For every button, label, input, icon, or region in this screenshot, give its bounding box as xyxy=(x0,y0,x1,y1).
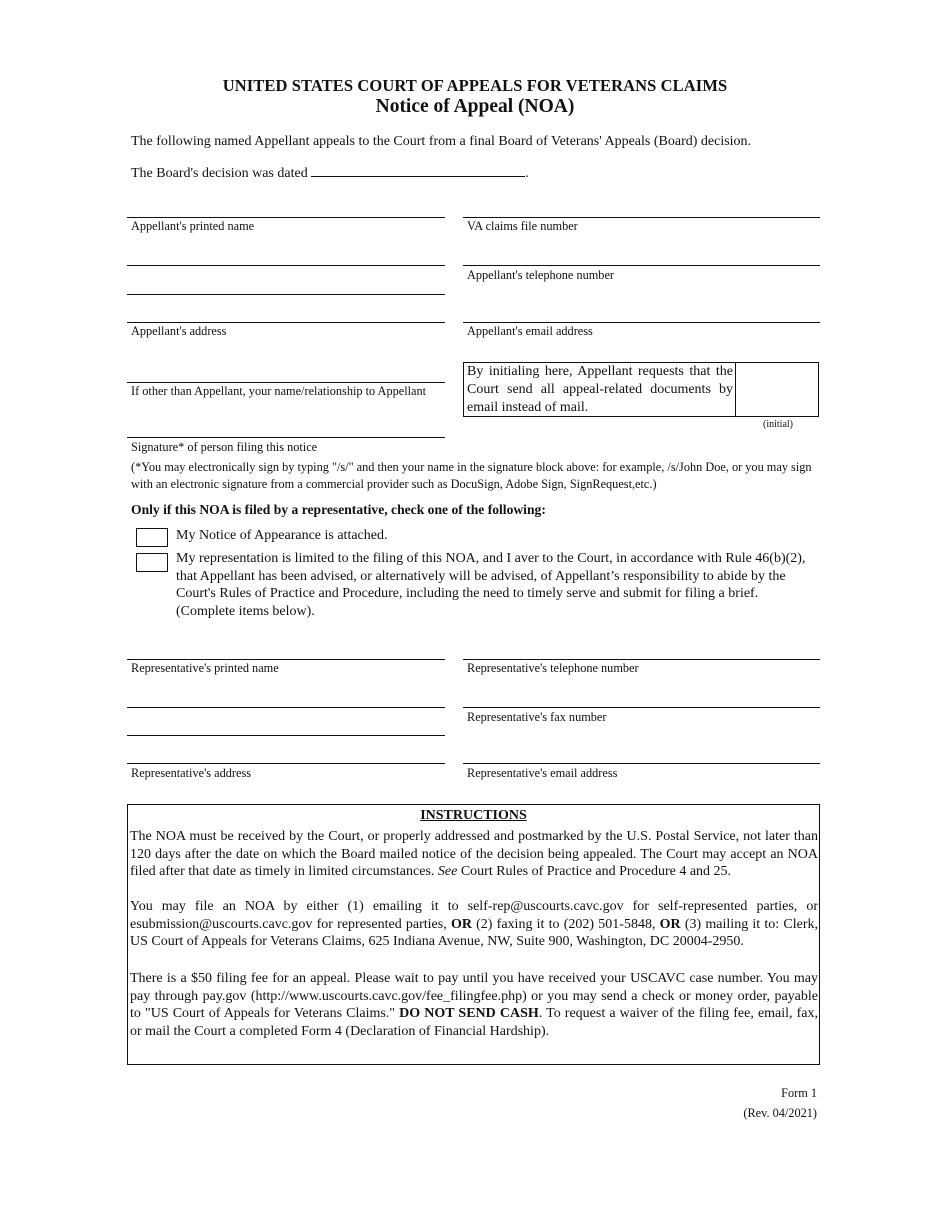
signature-note: (*You may electronically sign by typing "/s/" and then your name in the signature block above: for example, /s/John Doe, or you may sign with an electronic signature from a commercial provider such as DocuSign, Adobe Sign, SignRequest,etc.) xyxy=(131,460,812,491)
appellant-address-field[interactable] xyxy=(127,322,445,323)
va-claims-file-label: VA claims file number xyxy=(467,219,578,233)
notice-of-appearance-checkbox[interactable] xyxy=(136,528,168,547)
appellant-name-label: Appellant's printed name xyxy=(131,219,255,233)
instructions-fee-paragraph: There is a $50 filing fee for an appeal. Please wait to pay until you have received your USCAVC case number. You may pay through pay.gov (http://www.uscourts.cavc.gov/fee_filingfee.php) or you may send a check or money order, payable to "US Court of Appeals for Veterans Claims." DO NOT SEND CASH. To request a waiver of the filing fee, email, fax, or mail the Court a completed Form 4 (Declaration of Financial Hardship). xyxy=(130,971,819,1039)
revision-date: (Rev. 04/2021) xyxy=(743,1106,817,1120)
intro-text: The following named Appellant appeals to the Court from a final Board of Veterans' Appeals (Board) decision. xyxy=(131,134,752,149)
appellant-email-label: Appellant's email address xyxy=(467,324,593,338)
appellant-telephone-field[interactable] xyxy=(463,265,820,266)
form-number: Form 1 xyxy=(781,1086,817,1100)
rep-address-label: Representative's address xyxy=(131,766,252,780)
rep-address-line-2[interactable] xyxy=(127,735,445,736)
instructions-filing-paragraph: You may file an NOA by either (1) emailing it to self-rep@uscourts.cavc.gov for self-represented parties, or esubmission@uscourts.cavc.gov for represented parties, OR (2) faxing it to (202) 501-5848, OR (3) mailing it to: Clerk, US Court of Appeals for Veterans Claims, 625 Indiana Avenue, NW, Suite 900, Washington, DC 20004-2950. xyxy=(130,899,818,950)
court-name: UNITED STATES COURT OF APPEALS FOR VETERANS CLAIMS xyxy=(222,76,728,95)
decision-date-label: The Board's decision was dated xyxy=(131,166,308,181)
rep-fax-field[interactable] xyxy=(463,707,820,708)
notice-of-appearance-label: My Notice of Appearance is attached. xyxy=(176,528,388,543)
representative-heading: Only if this NOA is filed by a representative, check one of the following: xyxy=(131,502,546,517)
instructions-title: INSTRUCTIONS xyxy=(420,808,527,823)
limited-representation-checkbox[interactable] xyxy=(136,553,168,572)
initial-field[interactable] xyxy=(737,363,818,416)
appellant-email-field[interactable] xyxy=(463,322,820,323)
appellant-name-field[interactable] xyxy=(127,217,445,218)
decision-date-period: . xyxy=(525,166,529,181)
instructions-deadline-paragraph: The NOA must be received by the Court, or properly addressed and postmarked by the U.S. Postal Service, not later than 120 days after the date on which the Board mailed notice of the decision being appealed. The Court may accept an NOA filed after that date as timely in limited circumstances. See Court Rules of Practice and Procedure 4 and 25. xyxy=(130,829,818,880)
appellant-telephone-label: Appellant's telephone number xyxy=(467,268,615,282)
rep-fax-label: Representative's fax number xyxy=(467,710,607,724)
rep-name-label: Representative's printed name xyxy=(131,661,279,675)
page-title: Notice of Appeal (NOA) xyxy=(375,96,575,117)
email-request-text: By initialing here, Appellant requests that the Court send all appeal-related documents by email instead of mail. xyxy=(466,363,736,416)
appellant-address-line-1[interactable] xyxy=(127,265,445,266)
decision-date-field[interactable] xyxy=(311,164,525,177)
rep-address-field[interactable] xyxy=(127,763,445,764)
appellant-address-line-2[interactable] xyxy=(127,294,445,295)
rep-address-line-1[interactable] xyxy=(127,707,445,708)
rep-telephone-field[interactable] xyxy=(463,659,820,660)
rep-email-label: Representative's email address xyxy=(467,766,618,780)
other-than-appellant-label: If other than Appellant, your name/relationship to Appellant xyxy=(131,384,427,398)
signature-field[interactable] xyxy=(127,437,445,438)
rep-name-field[interactable] xyxy=(127,659,445,660)
limited-representation-label: My representation is limited to the filing of this NOA, and I aver to the Court, in accordance with Rule 46(b)(2), that Appellant has been advised, or alternatively will be advised, of Appellant’s responsibility to abide by the Court's Rules of Practice and Procedure, including the need to timely serve and submit for filing a brief. (Complete items below). xyxy=(176,551,806,619)
other-than-appellant-field[interactable] xyxy=(127,382,445,383)
email-request-box xyxy=(463,362,819,417)
signature-label: Signature* of person filing this notice xyxy=(131,440,318,454)
va-claims-file-field[interactable] xyxy=(463,217,820,218)
rep-email-field[interactable] xyxy=(463,763,820,764)
appellant-address-label: Appellant's address xyxy=(131,324,227,338)
rep-telephone-label: Representative's telephone number xyxy=(467,661,639,675)
initial-label: (initial) xyxy=(763,419,793,430)
decision-date-line xyxy=(131,164,529,182)
